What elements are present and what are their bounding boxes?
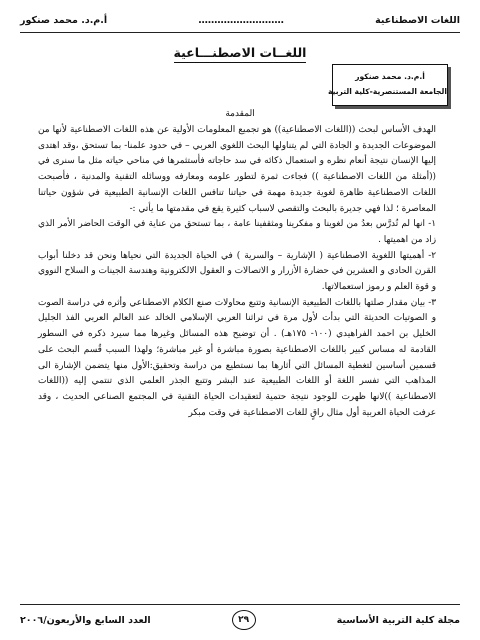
author-affiliation: الجامعة المستنصرية-كلية التربية — [327, 87, 447, 96]
header-author: أ.م.د. محمد صنكور — [20, 14, 108, 26]
footer-journal: مجلة كلية التربية الأساسية — [336, 614, 460, 626]
paragraph: الهدف الأساس لبحث ((اللغات الاصطناعية)) هو تجميع المعلومات الأولية عن هذه اللغات الاصطناعية لأنها من الموضوعات الجديدة و الجادة التي لم يتناولها البحث اللغوي العربي – في حدود علمنا- بما تستحق ،وقد اهتدى إليها الإنسان نتيجة أنعام نظره و استعمال ذكائه في سد حاجاته فأستثمرها في مناحي حياته مثل ما سنرى في ((أمثلة من اللغات الاصطناعية )) فجاءت ثمرة لتطور علومه ومعارفه ووسائله التقنية والمدنية ، فأصبحت اللغات الاصطناعية ظاهرة لغوية جديدة مهمة في حياتنا تنافس اللغات الإنسانية الطبيعية في شؤون حياتنا المعاصرة ؛ لذا فهي جديرة بالبحث والتقصي لاسباب كثيرة يقع في مقدمتها ما يأتي :- — [38, 125, 436, 214]
author-box — [327, 64, 448, 106]
footer-issue: العدد السابع والأربعون/٢٠٠٦ — [20, 614, 151, 626]
page-number: ٢٩ — [232, 610, 256, 630]
footer-divider — [20, 604, 460, 605]
list-item-1: ١- انها لم تُدرَّس بعدُ من لغوينا و مفكرينا ومثقفينا عامة ، بما تستحق من عناية في الوقت الحاضر الأمر الذي زاد من اهميتها . — [38, 219, 436, 245]
title-container — [0, 42, 480, 63]
running-footer — [20, 610, 460, 630]
body-text — [38, 123, 436, 421]
intro-heading: المقدمة — [225, 109, 255, 119]
list-item-3: ٣- بيان مقدار صلتها باللغات الطبيعية الإنسانية وتتبع محاولات صنع الكلام الاصطناعي وأثره في دراسة الصوت و الصوتيات الحديثة التي بدأت لأول مرة في تراثنا العربي الإسلامي الخالد عند العالم العربي الفذ الجليل الخليل بن احمد الفراهيدي (١٠٠- ١٧٥هـ) . أن توضيح هذه المسائل وغيرها مما سيرد ذكره في السطور القادمة له مساس كبير باللغات الاصطناعية بصورة مباشرة أو غير مباشرة؛ ولهذا السبب قُسم البحث على قسمين أساسين لتغطية المسائل التي أثارها بما نستطيع من دراسة وتحقيق:الأول منها يتضمن الإشارة الى المذاهب التي تفسر اللغة أو اللغات الطبيعية عند البشر وتتبع الجذر العلمي الذي تنتمي إليه ((اللغات الاصطناعية ))لانها ظهرت للوجود نتيجة حتمية لتعقيدات الحياة التقنية في المجتمع الصناعي الحديث ، وقد عرفت الحياة العربية أول مثال راقٍ للغات الاصطناعية في وقت مبكر — [38, 297, 436, 418]
author-name: أ.م.د. محمد صنكور — [355, 72, 425, 81]
header-topic: اللغات الاصطناعية — [375, 14, 460, 26]
list-item-2: ٢- أهميتها اللغوية الاصطناعية ( الإشارية – والسرية ) في الحياة الجديدة التي نحياها ونحن قد دخلنا أبواب القرن الحادي و العشرين في حضارة الأزرار و الاتصالات و العقول الالكترونية وهندسة الجينات و السلاح النووي و قوة العلم و رموز استعمالاتها. — [38, 250, 436, 293]
running-header — [20, 10, 460, 30]
header-dots: ……………………… — [198, 14, 284, 26]
header-divider — [20, 32, 460, 33]
page-title: اللغــات الاصطنـــاعية — [174, 45, 307, 63]
